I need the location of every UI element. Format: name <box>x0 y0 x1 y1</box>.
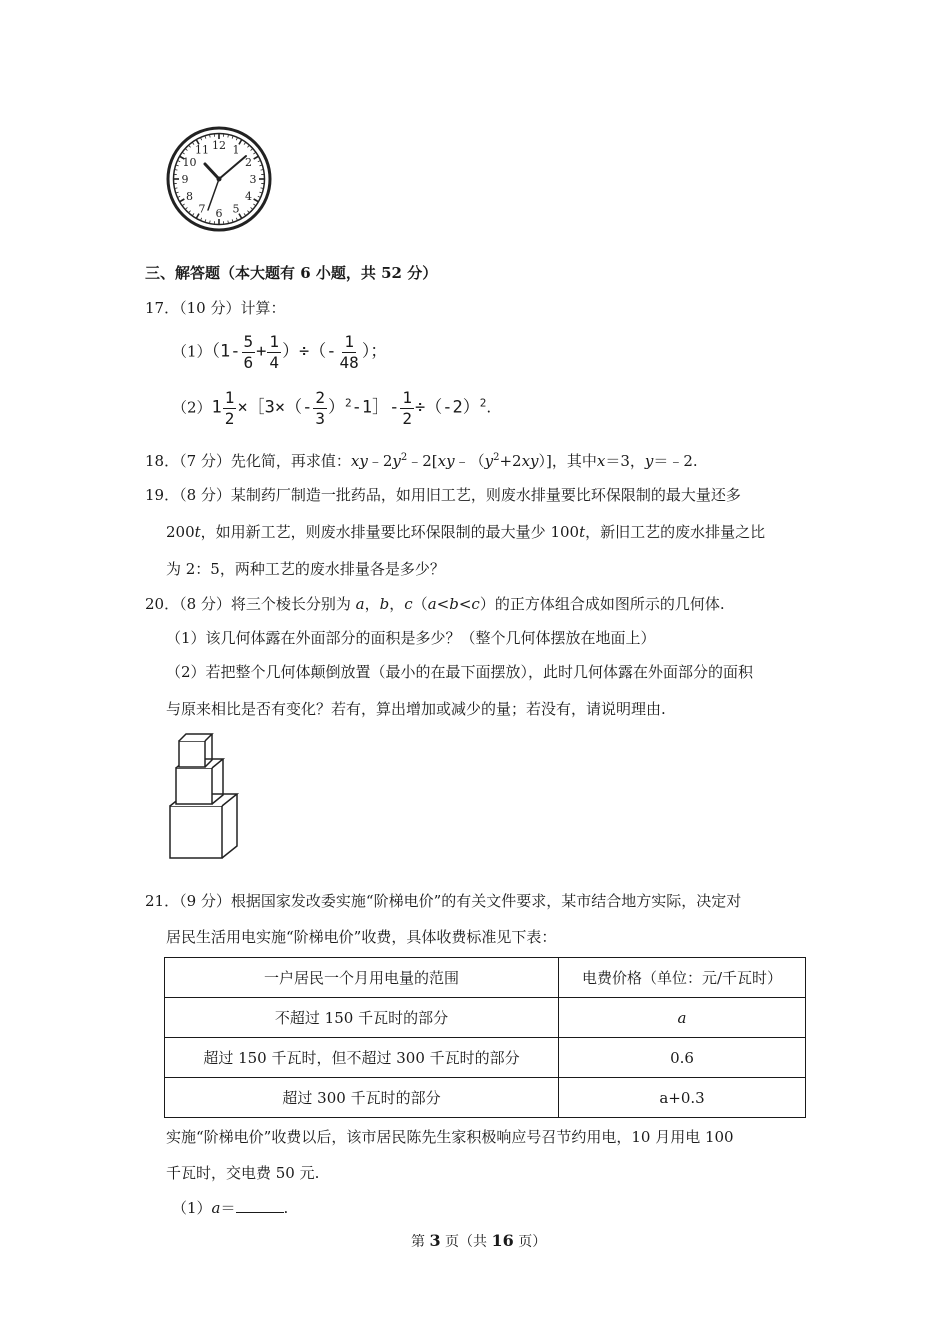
q18-var: xy <box>437 452 455 470</box>
q17-p1-frac2 <box>267 332 281 373</box>
table-cell-price: 0.6 <box>559 1038 806 1078</box>
q20-sep: ， <box>389 595 405 613</box>
q20-sub1: （1）该几何体露在外面部分的面积是多少？（整个几何体摆放在地面上） <box>166 629 656 647</box>
q18-var: xy <box>521 452 539 470</box>
q20-sub2-line2: 与原来相比是否有变化？若有，算出增加或减少的量；若没有，请说明理由. <box>166 700 666 718</box>
q17-part2 <box>172 388 491 429</box>
clock-number: 6 <box>215 207 223 220</box>
frac-num: 1 <box>402 388 413 407</box>
clock-tick <box>175 188 177 189</box>
q19-line3: 为 2：5，两种工艺的废水排量各是多少？ <box>166 560 445 578</box>
frac-den: 48 <box>339 353 359 372</box>
clock-number: 4 <box>244 190 252 203</box>
q17-p1-open: （1- <box>211 341 241 362</box>
q20-var: b <box>449 595 459 613</box>
q17-p2-mid4: ÷（-2） <box>415 397 480 418</box>
q17-p1-mid: ）÷（- <box>282 341 337 362</box>
q17-p2-end: . <box>486 398 492 417</box>
q18-var: xy <box>350 452 368 470</box>
q20-var: c <box>404 595 413 613</box>
table-cell-range: 超过 300 千瓦时的部分 <box>165 1078 559 1118</box>
q18-exp: 2 <box>400 452 408 463</box>
table-header-cell: 一户居民一个月用电量的范围 <box>165 958 559 998</box>
q18-op: ﹣2[ <box>407 452 438 470</box>
clock-tick <box>175 170 177 171</box>
frac-num: 1 <box>269 332 280 351</box>
q20-var: a <box>427 595 437 613</box>
q17-p1-label: （1） <box>172 342 212 361</box>
q18-val: ＝﹣2. <box>653 452 698 470</box>
q17-p2-exp2: 2 <box>479 396 487 410</box>
q17-p1-frac1 <box>242 332 256 373</box>
q20-sub2-line1: （2）若把整个几何体颠倒放置（最小的在最下面摆放），此时几何体露在外面部分的面积 <box>166 663 754 681</box>
q20-var: a <box>355 595 365 613</box>
clock-tick <box>228 135 229 137</box>
frac-num: 5 <box>243 332 254 351</box>
q19-unit: t <box>579 523 586 541</box>
q18-var: y <box>644 452 654 470</box>
clock-number: 2 <box>244 156 252 169</box>
frac-den: 6 <box>243 353 254 372</box>
q18-op: ﹣2 <box>367 452 393 470</box>
footer-post: 页） <box>513 1234 547 1250</box>
q17-p2-mid3: -1］- <box>351 397 400 418</box>
q19-line1: 19．（8 分）某制药厂制造一批药品，如用旧工艺，则废水排量要比环保限制的最大量还多 <box>145 486 741 504</box>
q17-p2-frac1 <box>223 388 237 429</box>
clock-number: 1 <box>232 143 240 157</box>
clock-tick <box>210 135 211 137</box>
footer-pre: 第 <box>411 1234 430 1250</box>
q20-text: 20．（8 分）将三个棱长分别为 <box>145 595 356 613</box>
clock-tick <box>228 221 229 223</box>
frac-den: 2 <box>224 409 235 428</box>
clock-number: 7 <box>198 202 206 216</box>
q18-exp: 2 <box>493 452 500 463</box>
clock-number: 10 <box>182 156 197 169</box>
q18-op: ）]，其中 <box>538 452 597 470</box>
q17-p2-whole: 1 <box>211 397 222 418</box>
footer-mid: 页（共 <box>440 1234 492 1250</box>
page-footer <box>411 1231 546 1251</box>
q21-line2: 居民生活用电实施“阶梯电价”收费，具体收费标准见下表： <box>166 928 557 946</box>
q20-text: ）的正方体组合成如图所示的几何体. <box>479 595 725 613</box>
clock-number: 12 <box>212 139 226 152</box>
q20-sep: ， <box>364 595 380 613</box>
clock-center-dot <box>217 177 222 182</box>
table-cell-range: 超过 150 千瓦时，但不超过 300 千瓦时的部分 <box>165 1038 559 1078</box>
q21-sub1-label: （1） <box>172 1199 212 1217</box>
q17-p2-frac3 <box>400 388 414 429</box>
q20-lt: < <box>458 595 472 613</box>
q17-p1-plus: + <box>256 341 267 362</box>
stacked-cubes-figure <box>168 730 244 862</box>
q18-var: y <box>392 452 401 470</box>
clock-number: 11 <box>195 143 209 157</box>
q20-line1 <box>145 593 725 614</box>
q17-p2-exp1: 2 <box>345 396 352 410</box>
table-row <box>165 1078 806 1118</box>
q17-p1-end: ）； <box>361 341 388 362</box>
q17-p2-label: （2） <box>172 398 212 417</box>
frac-den: 3 <box>315 409 326 428</box>
table-header-row <box>165 958 806 998</box>
frac-den: 4 <box>269 353 280 372</box>
electricity-fee-table <box>164 957 806 1118</box>
clock-tick <box>261 170 263 171</box>
q21-sub1-var: a <box>211 1199 221 1217</box>
q18-val: ＝3， <box>605 452 645 470</box>
q21-after-line2: 千瓦时，交电费 50 元. <box>166 1164 320 1182</box>
q20-paren: （ <box>412 595 428 613</box>
q18-var: y <box>484 452 494 470</box>
section-3-heading: 三、解答题（本大题有 6 小题，共 52 分） <box>145 264 438 282</box>
table-cell-price: a+0.3 <box>559 1078 806 1118</box>
frac-den: 2 <box>402 409 413 428</box>
table-row <box>165 998 806 1038</box>
clock-number: 9 <box>181 173 189 186</box>
q20-lt: < <box>436 595 450 613</box>
table-header-cell: 电费价格（单位：元/千瓦时） <box>559 958 806 998</box>
q21-line1: 21．（9 分）根据国家发改委实施“阶梯电价”的有关文件要求，某市结合地方实际，决定对 <box>145 892 742 910</box>
clock-number: 8 <box>186 190 194 203</box>
q18 <box>145 450 698 471</box>
q17-stem: 17．（10 分）计算： <box>145 299 286 317</box>
q20-var: b <box>379 595 390 613</box>
q17-p2-mid2: ） <box>328 397 346 418</box>
frac-num: 2 <box>315 388 326 407</box>
q18-var: x <box>596 452 606 470</box>
q17-p1-frac3 <box>338 332 361 373</box>
q17-p2-mid1: ×［3×（- <box>237 397 313 418</box>
clock-figure <box>166 126 272 232</box>
clock-number: 5 <box>232 202 240 216</box>
table-row <box>165 1038 806 1078</box>
q21-sub1-end: . <box>283 1199 289 1217</box>
q19-num: 200 <box>166 523 195 541</box>
clock-number: 3 <box>249 173 257 186</box>
frac-num: 1 <box>344 332 354 351</box>
q21-sub1-eq: ＝ <box>220 1199 236 1217</box>
clock-tick <box>261 188 263 189</box>
footer-total-pages: 16 <box>491 1231 514 1250</box>
q21-after-line1: 实施“阶梯电价”收费以后，该市居民陈先生家积极响应号召节约用电，10 月用电 100 <box>166 1128 734 1146</box>
footer-page-number: 3 <box>429 1231 441 1250</box>
table-cell-price: a <box>559 998 806 1038</box>
table-cell-range: 不超过 150 千瓦时的部分 <box>165 998 559 1038</box>
q17-p2-frac2 <box>313 388 327 429</box>
q19-line2 <box>166 521 765 542</box>
q19-text: ，如用新工艺，则废水排量要比环保限制的最大量少 100 <box>200 523 580 541</box>
answer-blank[interactable] <box>236 1198 284 1213</box>
q18-pre: 18．（7 分）先化简，再求值： <box>145 452 351 470</box>
q18-op: ﹣（ <box>454 452 485 470</box>
clock-tick <box>210 221 211 223</box>
frac-num: 1 <box>224 388 235 407</box>
q17-part1 <box>172 332 387 373</box>
q21-sub1 <box>172 1197 288 1218</box>
q19-text: ，新旧工艺的废水排量之比 <box>585 523 766 541</box>
q19-unit: t <box>194 523 201 541</box>
q20-var: c <box>471 595 480 613</box>
q18-op: +2 <box>499 452 522 470</box>
